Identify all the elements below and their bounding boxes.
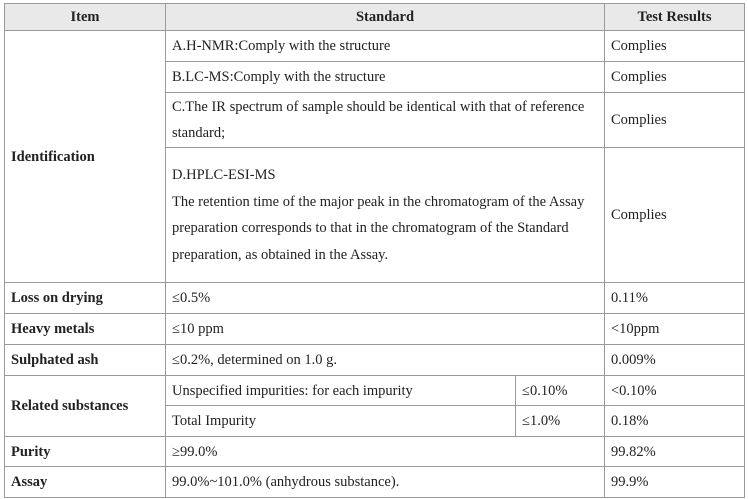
result-hplc-esi-ms: Complies [605,148,745,283]
item-loss-on-drying: Loss on drying [5,283,166,314]
item-heavy-metals: Heavy metals [5,314,166,345]
standard-sulphated-ash: ≤0.2%, determined on 1.0 g. [166,345,605,376]
standard-purity: ≥99.0% [166,437,605,467]
standard-heavy-metals: ≤10 ppm [166,314,605,345]
result-ir: Complies [605,93,745,148]
result-purity: 99.82% [605,437,745,467]
table-row [5,31,745,62]
specification-table [4,3,745,498]
item-sulphated-ash: Sulphated ash [5,345,166,376]
standard-h-nmr: A.H-NMR:Comply with the structure [166,31,605,62]
item-related-substances: Related substances [5,376,166,437]
table-row [5,437,745,467]
standard-hplc-esi-ms [166,148,605,283]
header-item: Item [5,4,166,31]
table-row [5,345,745,376]
header-test-results: Test Results [605,4,745,31]
standard-ir: C.The IR spectrum of sample should be identical with that of reference standard; [166,93,605,148]
item-purity: Purity [5,437,166,467]
result-loss-on-drying: 0.11% [605,283,745,314]
table-row [5,314,745,345]
standard-loss-on-drying: ≤0.5% [166,283,605,314]
limit-unspecified-impurities: ≤0.10% [516,376,605,406]
table-row [5,376,745,406]
standard-assay: 99.0%~101.0% (anhydrous substance). [166,467,605,498]
result-unspecified-impurities: <0.10% [605,376,745,406]
hplc-title: D.HPLC-ESI-MS [172,167,276,183]
item-assay: Assay [5,467,166,498]
result-lc-ms: Complies [605,62,745,93]
header-standard: Standard [166,4,605,31]
result-sulphated-ash: 0.009% [605,345,745,376]
hplc-description: The retention time of the major peak in the chromatogram of the Assay preparation corresponds to that in the chromatogram of the Standard preparation, as obtained in the Assay. [172,193,585,263]
result-assay: 99.9% [605,467,745,498]
standard-unspecified-impurities: Unspecified impurities: for each impurity [166,376,516,406]
standard-total-impurity: Total Impurity [166,406,516,437]
result-h-nmr: Complies [605,31,745,62]
result-heavy-metals: <10ppm [605,314,745,345]
result-total-impurity: 0.18% [605,406,745,437]
limit-total-impurity: ≤1.0% [516,406,605,437]
standard-lc-ms: B.LC-MS:Comply with the structure [166,62,605,93]
header-row [5,4,745,31]
item-identification: Identification [5,31,166,283]
table-row [5,467,745,498]
table-row [5,283,745,314]
